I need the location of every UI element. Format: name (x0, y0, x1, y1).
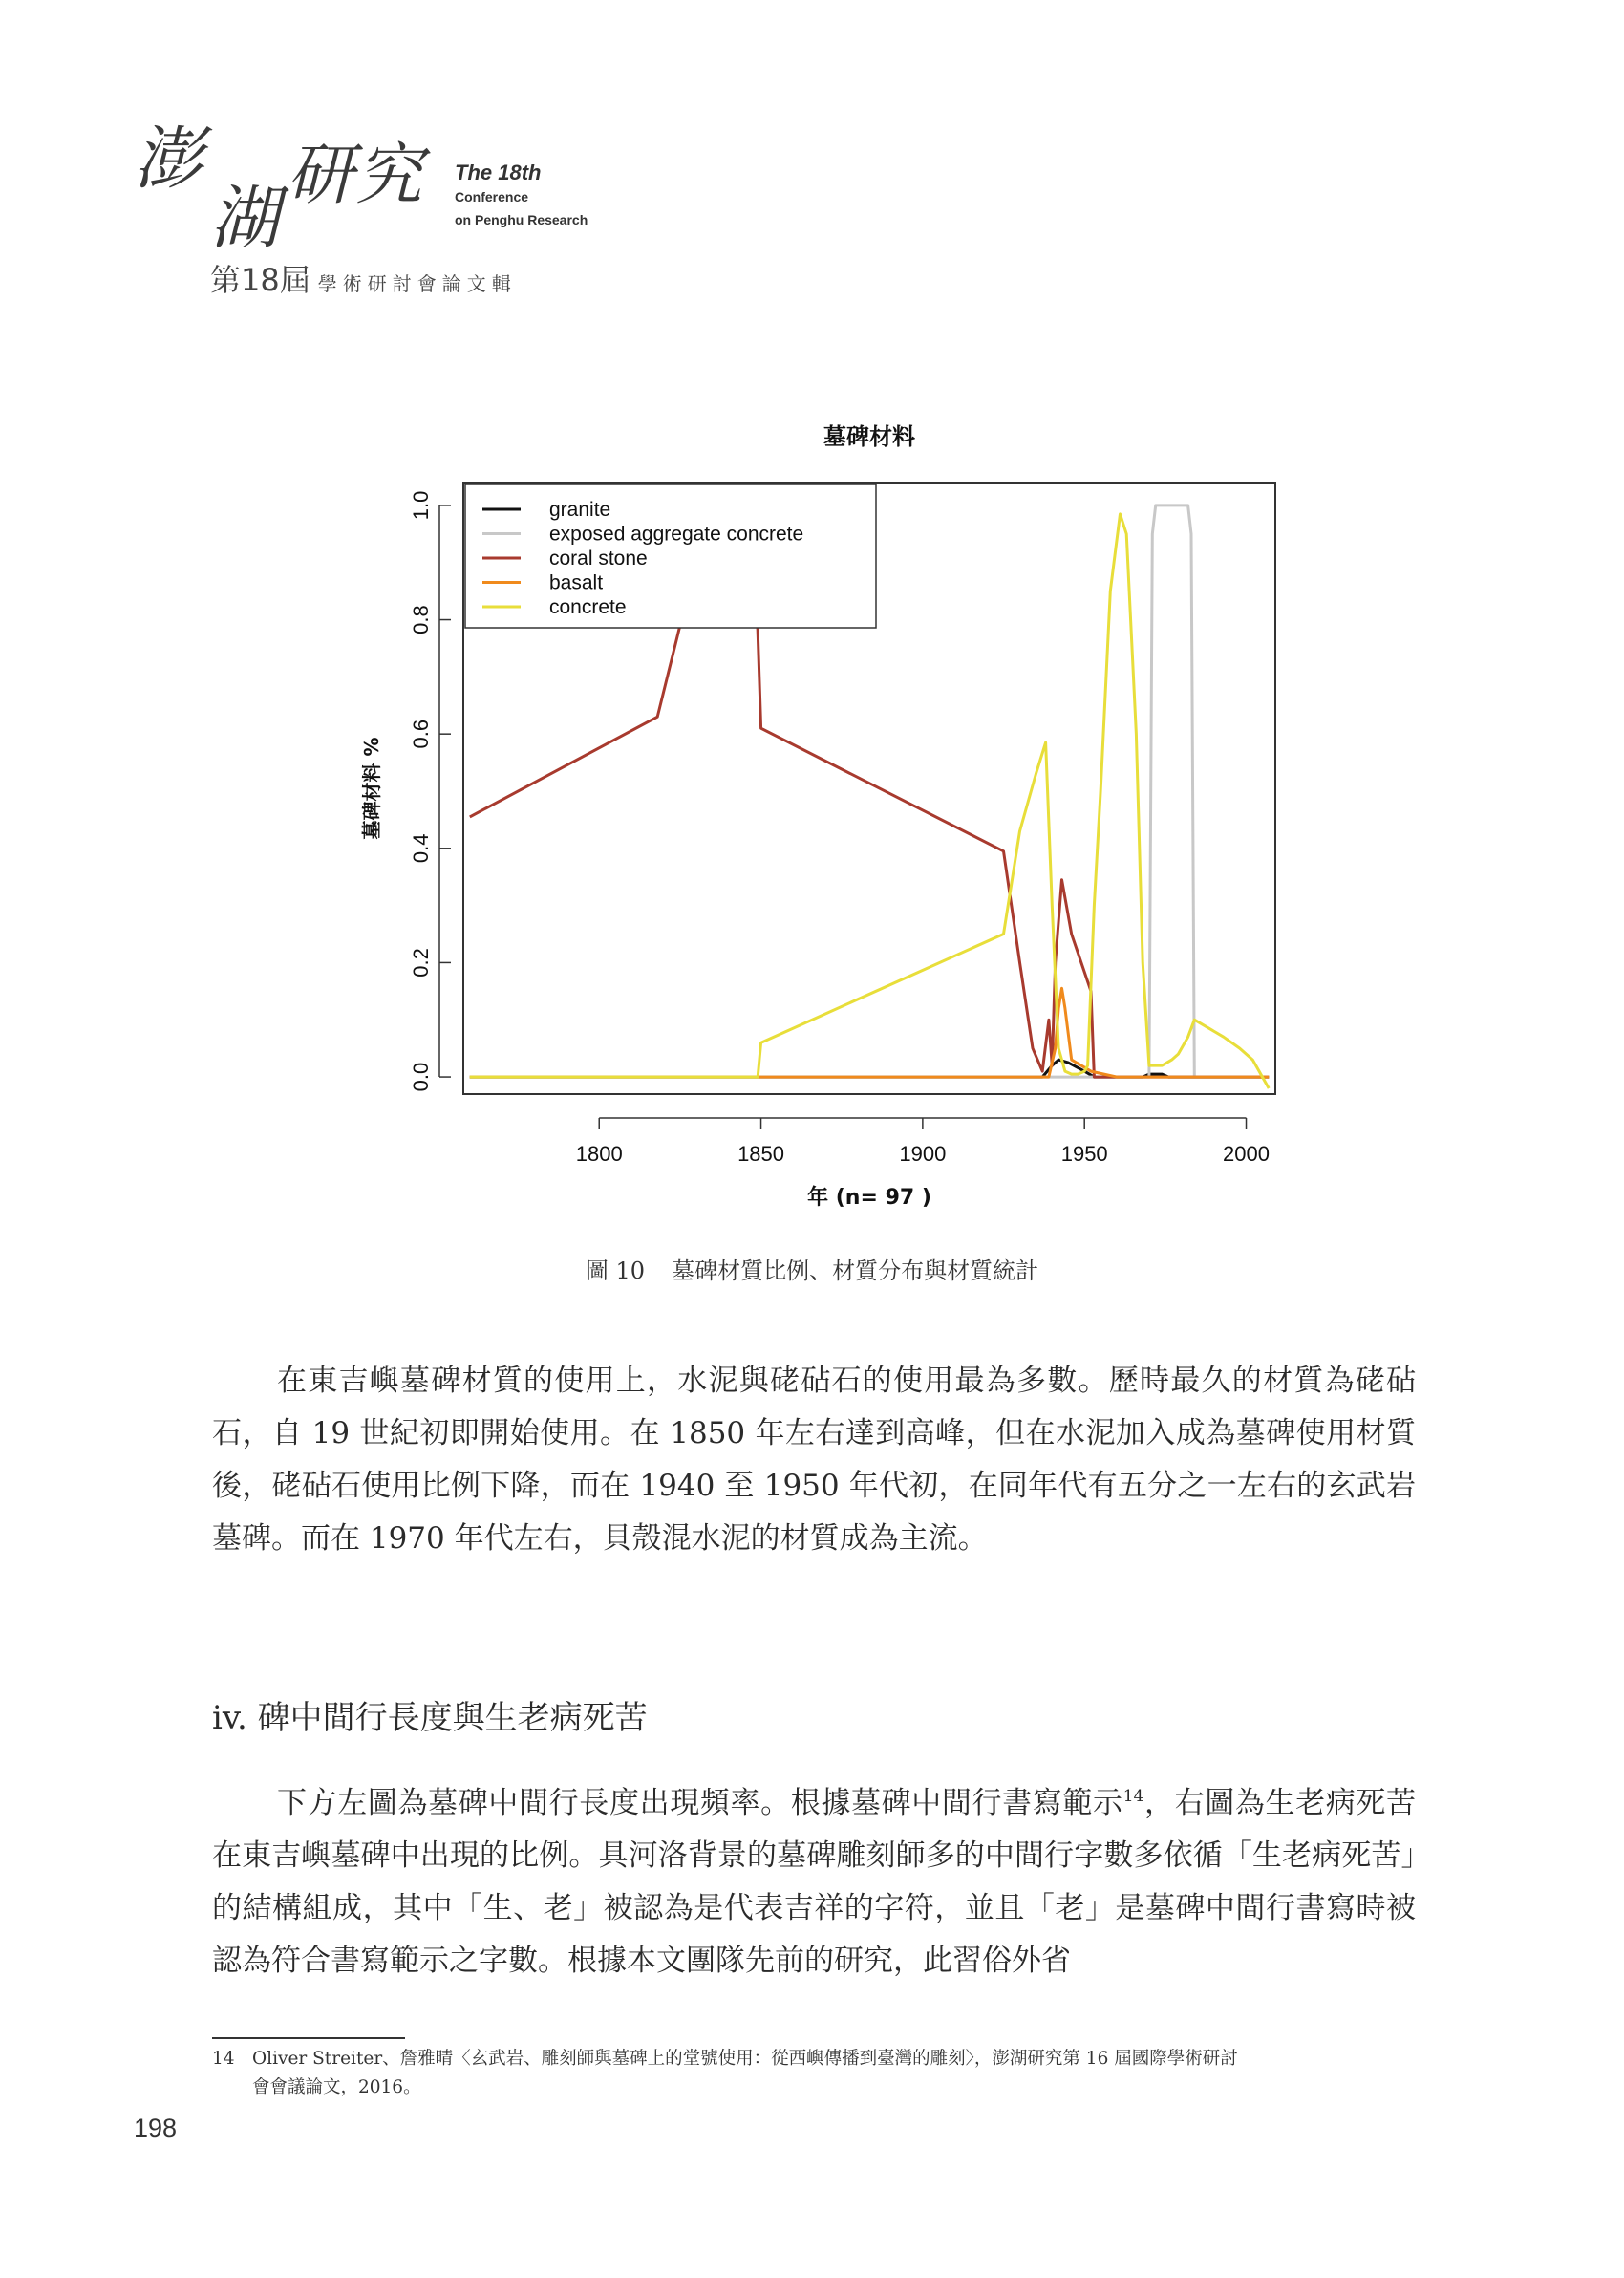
legend-label: granite (549, 499, 611, 521)
caption-text: 墓碑材質比例、材質分布與材質統計 (672, 1257, 1039, 1284)
footnote-text: 會會議論文，2016。 (252, 2077, 421, 2097)
y-axis-label: 墓碑材料 % (360, 737, 383, 840)
section-heading: iv. 碑中間行長度與生老病死苦 (212, 1699, 648, 1737)
footnote-number: 14 (212, 2049, 235, 2069)
paragraph-text (212, 1777, 1416, 1988)
y-tick-label: 0.0 (409, 1062, 433, 1092)
legend-label: exposed aggregate concrete (549, 523, 804, 546)
x-axis-label: 年 (n= 97 ) (807, 1186, 931, 1210)
edition-label: 第18屆 (210, 262, 310, 298)
chart-title: 墓碑材料 (823, 423, 915, 450)
paragraph-text-part: 下方左圖為墓碑中間行長度出現頻率。根據墓碑中間行書寫範示 (277, 1786, 1123, 1820)
footnote (212, 2045, 1425, 2102)
conference-line: Conference (455, 189, 529, 204)
legend-label: basalt (549, 571, 604, 594)
x-tick-label: 2000 (1223, 1142, 1270, 1166)
y-tick-label: 0.6 (409, 719, 433, 749)
footnote-ref[interactable]: 14 (1122, 1787, 1144, 1806)
conference-english-title (455, 161, 588, 231)
y-tick-label: 0.4 (409, 833, 433, 864)
y-tick-label: 1.0 (409, 490, 433, 521)
page-number: 198 (134, 2114, 178, 2142)
conference-edition: The 18th (455, 161, 542, 184)
x-tick-label: 1900 (899, 1142, 947, 1166)
proceedings-subtitle (210, 256, 517, 300)
figure-caption (0, 1252, 1624, 1285)
y-tick-label: 0.8 (409, 605, 433, 634)
body-paragraph (212, 1355, 1416, 1565)
logo-char-hu: 湖 (210, 178, 282, 258)
figure-chart (344, 401, 1290, 1223)
y-tick-label: 0.2 (409, 948, 433, 978)
paragraph-text: 在東吉嶼墓碑材質的使用上，水泥與硓砧石的使用最為多數。歷時最久的材質為硓砧石，自 19 世紀初即開始使用。在 1850 年左右達到高峰，但在水泥加入成為墓碑使用材質後，硓砧石使用比例下降，而在 1940 至 1950 年代初，在同年代有五分之一左右的玄武岩墓碑。而在 1970 年代左右，貝殼混水泥的材質成為主流。 (212, 1364, 1416, 1556)
legend-label: coral stone (549, 548, 648, 570)
footnote-text: Oliver Streiter、詹雅晴〈玄武岩、雕刻師與墓碑上的堂號使用：從西嶼傳播到臺灣的雕刻〉，澎湖研究第 16 屆國際學術研討 (252, 2049, 1238, 2069)
paragraph-text-part: ，右圖為生老病死苦在東吉嶼墓碑中出現的比例。具河洛背景的墓碑雕刻師多的中間行字數多依循「生老病死苦」的結構組成，其中「生、老」被認為是代表吉祥的字符，並且「老」是墓碑中間行書寫時被認為符合書寫範示之字數。根據本文團隊先前的研究，此習俗外省 (212, 1786, 1417, 1978)
x-tick-label: 1850 (737, 1142, 785, 1166)
body-paragraph (212, 1777, 1416, 1988)
caption-number: 圖 10 (585, 1257, 646, 1284)
logo-char-research: 研究 (287, 136, 424, 214)
proceedings-label: 學術研討會論文輯 (317, 272, 517, 295)
legend-box (465, 484, 876, 628)
journal-header (134, 118, 669, 298)
line-chart (344, 401, 1290, 1223)
x-tick-label: 1950 (1060, 1142, 1108, 1166)
conference-line: on Penghu Research (455, 212, 588, 227)
legend-label: concrete (549, 596, 627, 618)
footnote-divider (212, 2037, 405, 2039)
x-tick-label: 1800 (575, 1142, 623, 1166)
logo-char-peng: 澎 (134, 118, 205, 199)
